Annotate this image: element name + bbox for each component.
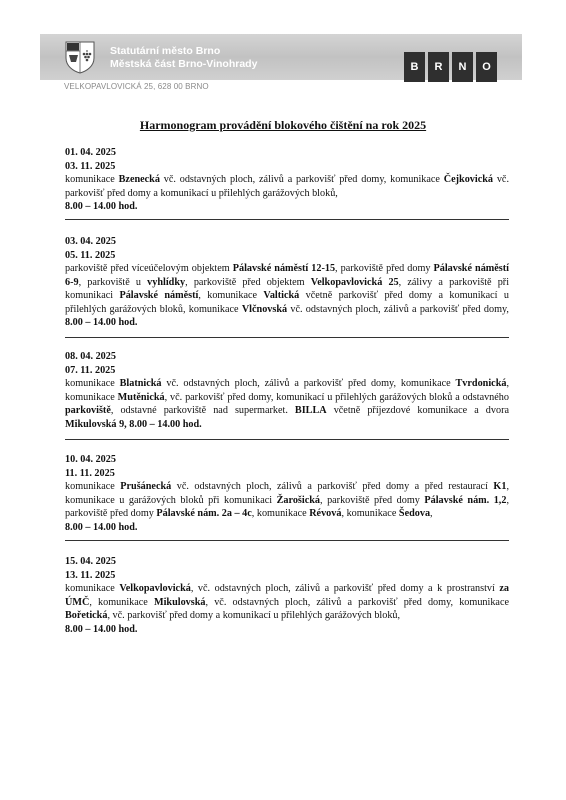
emphasized-text: Prušánecká — [120, 481, 172, 492]
plain-text: , komunikace — [251, 508, 310, 519]
plain-text: komunikace — [65, 174, 119, 185]
plain-text: vč. odstavných ploch, zálivů a parkovišť před domy, komunikace — [159, 174, 444, 185]
plain-text: , vč. odstavných ploch, zálivů a parkovišť před domy a k prostranství — [190, 583, 500, 594]
section-divider — [65, 337, 509, 338]
brno-letter-o: O — [476, 52, 497, 82]
plain-text: vč. odstavných ploch, zálivů a parkovišť před domy, komunikace — [161, 378, 456, 389]
emphasized-text: parkoviště — [65, 405, 111, 416]
emphasized-text: 8.00 – 14.00 hod. — [65, 623, 138, 635]
plain-text: , komunikace — [89, 596, 154, 608]
plain-text: , parkoviště před domy — [65, 494, 509, 519]
section-date-end: 03. 11. 2025 — [65, 160, 116, 172]
emphasized-text: Bořetická — [65, 610, 108, 621]
plain-text: , zálivy a parkoviště při komunikaci — [65, 276, 510, 301]
brno-letter-n: N — [452, 52, 473, 82]
plain-text: včetně příjezdové komunikace a dvora — [326, 405, 509, 416]
emphasized-text: Révová — [309, 508, 342, 519]
emphasized-text: Pálavské náměstí 12-15 — [232, 263, 336, 274]
plain-text: , komunikace u garážových bloků při komunikaci — [65, 481, 509, 506]
plain-text: , parkoviště před domy — [335, 263, 434, 274]
emphasized-text: 8.00 – 14.00 hod. — [65, 317, 138, 328]
section-date-start: 10. 04. 2025 — [65, 454, 116, 465]
plain-text: komunikace — [65, 481, 121, 492]
plain-text: , komunikace — [198, 290, 264, 301]
schedule-section-2 — [65, 235, 509, 330]
section-date-start: 03. 04. 2025 — [65, 236, 116, 247]
section-date-end: 05. 11. 2025 — [65, 249, 116, 261]
plain-text: včetně parkovišť před domy a komunikací u přilehlých garážových bloků, komunikace — [65, 290, 509, 315]
emphasized-text: vyhlídky — [147, 276, 186, 288]
section-date-end: 07. 11. 2025 — [65, 364, 116, 376]
section-divider — [65, 540, 509, 541]
emphasized-text: Valtická — [263, 290, 300, 301]
section-date-end: 13. 11. 2025 — [65, 569, 116, 581]
section-description — [65, 173, 509, 214]
org-name-line2: Městská část Brno-Vinohrady — [110, 58, 258, 70]
emphasized-text: Pálavské náměstí 6-9 — [65, 263, 509, 288]
plain-text: , komunikace — [341, 508, 399, 519]
schedule-section-1 — [65, 146, 509, 214]
emphasized-text: Pálavské náměstí — [119, 290, 199, 301]
plain-text: vč. odstavných ploch, zálivů a parkovišť před domy, — [287, 303, 509, 315]
plain-text: , komunikace — [65, 378, 509, 403]
section-description — [65, 480, 509, 534]
emphasized-text: 8.00 – 14.00 hod. — [65, 201, 138, 212]
emphasized-text: Mikulovská — [153, 596, 206, 608]
org-name-line1: Statutární město Brno — [110, 45, 221, 57]
emphasized-text: Velkopavlovická 25 — [310, 276, 399, 288]
plain-text: , — [430, 508, 433, 519]
section-date-end: 11. 11. 2025 — [65, 467, 115, 479]
section-description — [65, 582, 509, 636]
brno-letter-b: B — [404, 52, 425, 82]
plain-text: komunikace — [65, 583, 120, 594]
office-address: VELKOPAVLOVICKÁ 25, 628 00 BRNO — [64, 82, 209, 91]
plain-text: , odstavné parkoviště nad supermarket. — [110, 405, 295, 416]
section-divider — [65, 439, 509, 440]
section-divider — [65, 219, 509, 220]
plain-text: , vč. odstavných ploch, zálivů a parkovišť před domy, komunikace — [205, 596, 509, 608]
emphasized-text: Tvrdonická — [455, 378, 507, 389]
emphasized-text: Bzenecká — [118, 174, 160, 185]
emphasized-text: BILLA — [294, 405, 327, 416]
plain-text: parkoviště před víceúčelovým objektem — [65, 263, 233, 274]
plain-text: , parkoviště u — [78, 276, 148, 288]
emphasized-text: Pálavské nám. 2a – 4c — [156, 508, 252, 519]
section-description — [65, 262, 509, 330]
brno-letter-r: R — [428, 52, 449, 82]
schedule-section-3 — [65, 350, 509, 431]
emphasized-text: Čejkovická — [443, 174, 494, 185]
section-description — [65, 377, 509, 431]
org-name — [110, 45, 257, 71]
plain-text: , vč. parkovišť před domy, komunikací u přilehlých garážových bloků a odstavného — [164, 391, 509, 403]
emphasized-text: Šedova — [398, 508, 431, 519]
emphasized-text: 8.00 – 14.00 hod. — [65, 521, 138, 533]
emphasized-text: Pálavské nám. 1,2 — [424, 494, 507, 506]
emphasized-text: Mutěnická — [117, 391, 165, 403]
document-title: Harmonogram provádění blokového čištění na rok 2025 — [139, 118, 427, 132]
plain-text: vč. parkovišť před domy a komunikací u přilehlých garážových bloků, — [65, 174, 510, 199]
section-date-start: 15. 04. 2025 — [65, 556, 116, 567]
emphasized-text: Mikulovská 9, 8.00 – 14.00 hod. — [65, 418, 202, 430]
emphasized-text: Velkopavlovická — [119, 583, 191, 594]
brno-coat-of-arms-icon — [64, 40, 96, 74]
plain-text: komunikace — [65, 378, 120, 389]
section-date-start: 01. 04. 2025 — [65, 147, 116, 158]
plain-text: , vč. parkovišť před domy a komunikací u přilehlých garážových bloků, — [107, 610, 401, 621]
emphasized-text: Vlčnovská — [241, 303, 288, 315]
plain-text: , parkoviště před objektem — [185, 276, 311, 288]
plain-text: , parkoviště před domy — [320, 494, 425, 506]
plain-text: vč. odstavných ploch, zálivů a parkovišť před domy a před restaurací — [171, 481, 494, 492]
section-date-start: 08. 04. 2025 — [65, 351, 116, 362]
emphasized-text: Žarošická — [276, 494, 320, 506]
schedule-section-4 — [65, 453, 509, 534]
emphasized-text: Blatnická — [119, 378, 162, 389]
schedule-section-5 — [65, 555, 509, 636]
emphasized-text: za ÚMČ — [65, 583, 509, 608]
emphasized-text: K1 — [493, 481, 507, 492]
